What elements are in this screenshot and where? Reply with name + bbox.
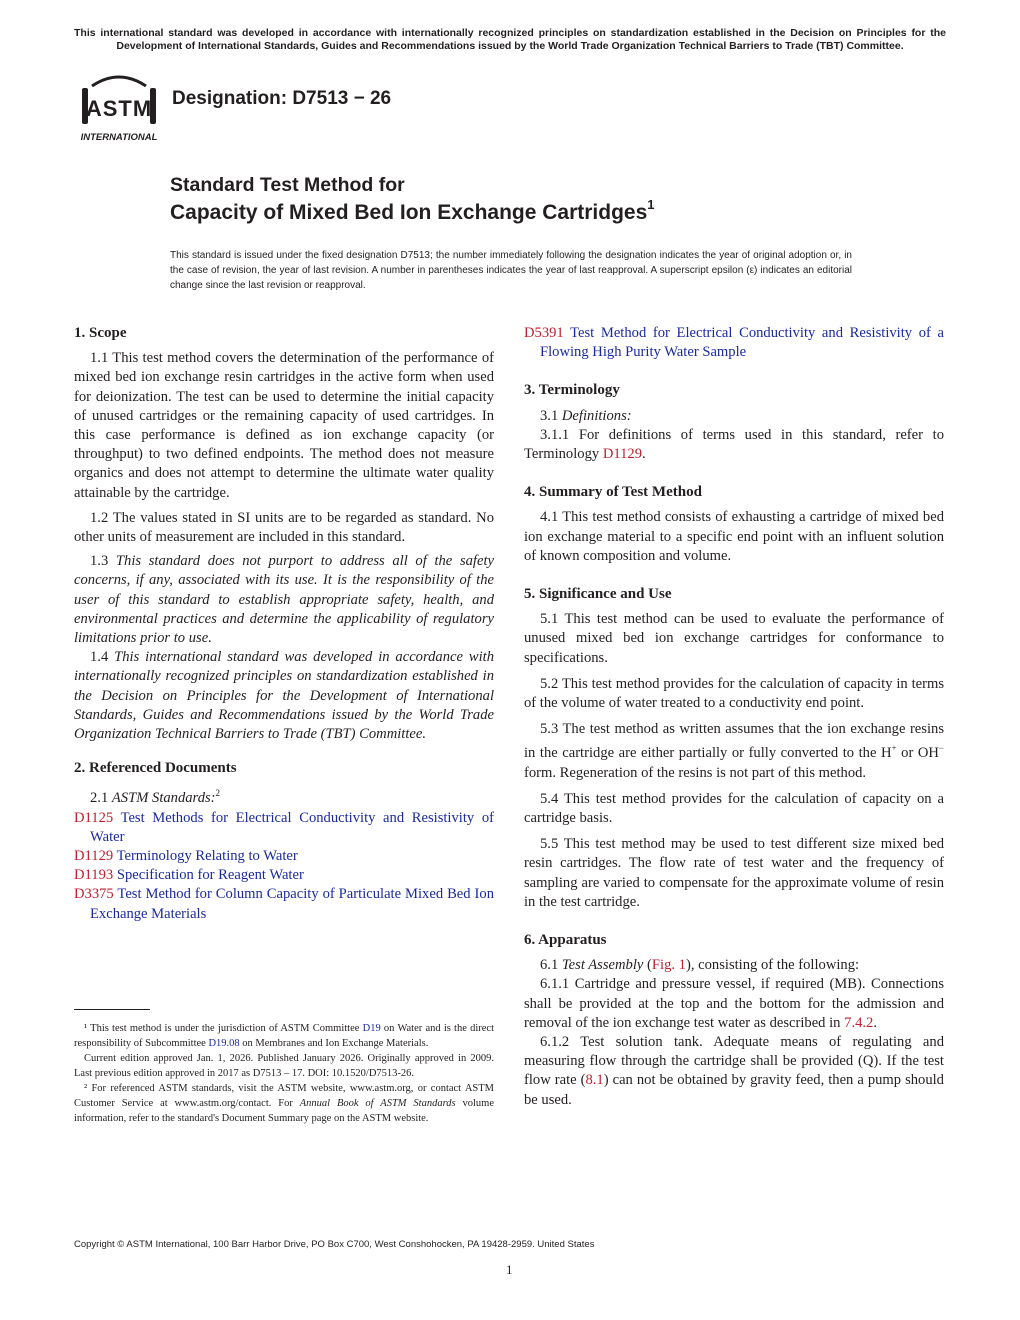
para-1-3-text: This standard does not purport to address all of the safety concerns, if any, associated with its use. It is the responsibility of the user of this standard to establish appropriate safety, health, and environmental practices and determine the applicability of regulatory limitations prior to use. [74, 553, 494, 647]
subcommittee-link[interactable]: D19.08 [208, 1038, 240, 1049]
para-2-1-num: 2.1 [90, 790, 112, 807]
section-3-heading: 3. Terminology [524, 382, 620, 399]
title-line-2 [170, 199, 655, 225]
footnotes [74, 1021, 494, 1126]
para-1-4-text: This international standard was developed in accordance with internationally recognized principles on standardization established in the Decision on Principles for the Development of International Standards, Guides and Recommendations issued by the World Trade Organization Technical Barriers to Trade (TBT) Committee. [74, 649, 495, 743]
para-5-3-text-c: form. Regeneration of the resins is not part of this method. [524, 764, 867, 781]
footnote-2-text-b: volume information, refer to the standard's Document Summary page on the ASTM website. [74, 1098, 495, 1124]
ref-title[interactable]: Specification for Reagent Water [116, 867, 304, 884]
footnote-1-edition: Current edition approved Jan. 1, 2026. Published January 2026. Originally approved in 2009. Last previous edition approved in 2017 as D7513 – 17. DOI: 10.1520/D7513-26. [74, 1053, 494, 1079]
footnote-2 [74, 1081, 494, 1126]
ref-title[interactable]: Test Methods for Electrical Conductivity and Resistivity of Water [90, 809, 494, 845]
section-5-heading: 5. Significance and Use [524, 586, 672, 603]
para-6-1-text: , consisting of the following: [690, 957, 860, 974]
title-main: Capacity of Mixed Bed Ion Exchange Cartridges [170, 201, 648, 224]
title-line-1: Standard Test Method for [170, 174, 405, 196]
footnote-2-italic: Annual Book of ASTM Standards [299, 1098, 456, 1109]
section-8-1-link[interactable]: 8.1 [585, 1072, 604, 1089]
section-1-heading: 1. Scope [74, 325, 127, 341]
para-3-1-num: 3.1 [540, 407, 562, 424]
para-2-1-text: ASTM Standards: [111, 790, 216, 807]
issued-note: This standard is issued under the fixed designation D7513; the number immediately following the designation indicates the year of original adoption or, in the case of revision, the year of last revision. A number in parentheses indicates the year of last reapproval. A superscript epsilon (ε) indicates an editorial change since the last revision or reapproval. [170, 250, 852, 291]
para-5-3-text-b: or OH [896, 745, 939, 762]
astm-logo [74, 70, 164, 146]
ref-code[interactable]: D1125 [74, 809, 114, 826]
para-5-2: 5.2 This test method provides for the calculation of capacity in terms of the volume of water treated to a conductivity end point. [524, 675, 944, 712]
para-2-1-sup: 2 [215, 788, 221, 799]
ref-code[interactable]: D3375 [74, 886, 114, 903]
para-1-2: 1.2 The values stated in SI units are to be regarded as standard. No other units of measurement are included in this standard. [74, 509, 494, 546]
right-column [524, 324, 944, 1110]
logo-letters: ASTM [85, 96, 153, 121]
para-6-1-2 [524, 1033, 944, 1110]
committee-link[interactable]: D19 [362, 1023, 381, 1034]
page-number: 1 [506, 1262, 513, 1277]
footnote-2-text-a: ² For referenced ASTM standards, visit the ASTM website, www.astm.org, or contact ASTM Customer Service at www.astm.org/contact. For [74, 1083, 494, 1109]
para-1-4 [74, 648, 494, 744]
copyright: Copyright © ASTM International, 100 Barr Harbor Drive, PO Box C700, West Conshohocken, PA 19428-2959. United States [74, 1239, 595, 1250]
footnote-1-text-b: on Water and is the direct responsibility of Subcommittee [74, 1023, 494, 1049]
ref-d1193[interactable] [74, 866, 494, 885]
footnote-1-text-a: ¹ This test method is under the jurisdiction of ASTM Committee [84, 1023, 363, 1034]
para-3-1-1: 3.1.1 For definitions of terms used in this standard, refer to Terminology D1129. [524, 426, 944, 463]
para-6-1-1-text: 6.1.1 Cartridge and pressure vessel, if required (MB). Connections shall be provided at the top and the bottom for the admission and removal of the ion exchange test water as described in [524, 976, 944, 1031]
section-4-heading: 4. Summary of Test Method [524, 484, 702, 501]
para-5-3-text-a: 5.3 The test method as written assumes that the ion exchange resins in the cartridge are either partially or fully converted to the H [524, 721, 944, 762]
para-2-1 [74, 784, 494, 808]
ref-code[interactable]: D1193 [74, 867, 114, 884]
para-1-4-num: 1.4 [90, 649, 115, 666]
para-1-1: 1.1 This test method covers the determination of the performance of mixed bed ion exchange resin cartridges in the active form when used for deionization. The test can be used to determine the initial capacity of unused cartridges or the remaining capacity of used cartridges. In this case performance is defined as ion exchange capacity (or throughput) to two defined endpoints. The method does not measure organics and does not attempt to determine the ultimate water quality attainable by the cartridge. [74, 350, 494, 501]
para-6-1-num: 6.1 [540, 957, 562, 974]
para-1-3-num: 1.3 [90, 553, 116, 570]
ref-code[interactable]: D1129 [74, 847, 114, 864]
para-1-3 [74, 552, 494, 648]
para-6-1: 6.1 Test Assembly (Fig. 1), consisting of the following: [540, 957, 860, 974]
section-7-4-2-link[interactable]: 7.4.2 [844, 1014, 874, 1031]
d1129-link[interactable]: D1129 [602, 446, 643, 463]
para-3-1-1-text: 3.1.1 For definitions of terms used in this standard, refer to Terminology [524, 426, 944, 463]
para-3-1 [524, 407, 944, 426]
ref-title[interactable]: Terminology Relating to Water [116, 847, 298, 864]
para-5-4: 5.4 This test method provides for the calculation of capacity on a cartridge basis. [524, 790, 944, 826]
para-6-1-2-text-a: 6.1.2 Test solution tank. Adequate means of regulating and measuring flow through the cartridge shall be provided (Q). If the test flow rate ( [524, 1033, 944, 1089]
para-3-1-text: Definitions: [561, 407, 632, 424]
title-footnote-mark: 1 [647, 197, 655, 212]
logo-subtitle: INTERNATIONAL [80, 132, 158, 143]
footnote-1 [74, 1021, 494, 1051]
left-column [74, 324, 494, 924]
ref-title[interactable]: Test Method for Column Capacity of Particulate Mixed Bed Ion Exchange Materials [90, 886, 494, 922]
ref-d5391[interactable] [524, 324, 944, 362]
section-2-heading: 2. Referenced Documents [74, 760, 237, 777]
ref-d3375[interactable] [74, 885, 494, 923]
para-4-1: 4.1 This test method consists of exhausting a cartridge of mixed bed ion exchange material to a specific end point with an influent solution of known composition and volume. [524, 509, 944, 564]
para-6-1-italic: Test Assembly [561, 957, 644, 974]
footnote-rule [74, 1009, 150, 1010]
wto-notice: This international standard was developed in accordance with internationally recognized principles on standardization established in the Decision on Principles for the Development of International Standards, Guides and Recommendations issued by the World Trade Organization Technical Barriers to Trade (TBT) Committee. [74, 27, 946, 52]
para-5-5: 5.5 This test method may be used to test different size mixed bed resin cartridges. The flow rate of test water and the frequency of sampling are varied to compensate for the approximate volume of resin in the test cartridge. [524, 836, 944, 910]
fig-1-link[interactable]: Fig. 1 [651, 957, 686, 974]
para-5-3: 5.3 The test method as written assumes that the ion exchange resins in the cartridge are either partially or fully converted to the H+ or OH− form. Regeneration of the resins is not part of this method. [524, 721, 944, 781]
section-6-heading: 6. Apparatus [524, 931, 607, 948]
ref-code[interactable]: D5391 [524, 325, 564, 341]
ref-d1125[interactable] [74, 809, 494, 847]
para-6-1-1: 6.1.1 Cartridge and pressure vessel, if required (MB). Connections shall be provided at the top and the bottom for the admission and removal of the ion exchange test water as described in 7.4.2. [524, 976, 944, 1031]
designation: Designation: D7513 − 26 [172, 88, 392, 109]
para-5-1: 5.1 This test method can be used to evaluate the performance of unused mixed bed ion exchange cartridges for conformance to specifications. [524, 611, 944, 666]
ref-d1129[interactable] [74, 847, 494, 866]
para-6-1-2-text-b: ) can not be obtained by gravity feed, then a pump should be used. [524, 1072, 944, 1108]
footnote-1-text-c: on Membranes and Ion Exchange Materials. [239, 1038, 429, 1049]
ref-title[interactable]: Test Method for Electrical Conductivity and Resistivity of a Flowing High Purity Water Sample [540, 325, 944, 361]
